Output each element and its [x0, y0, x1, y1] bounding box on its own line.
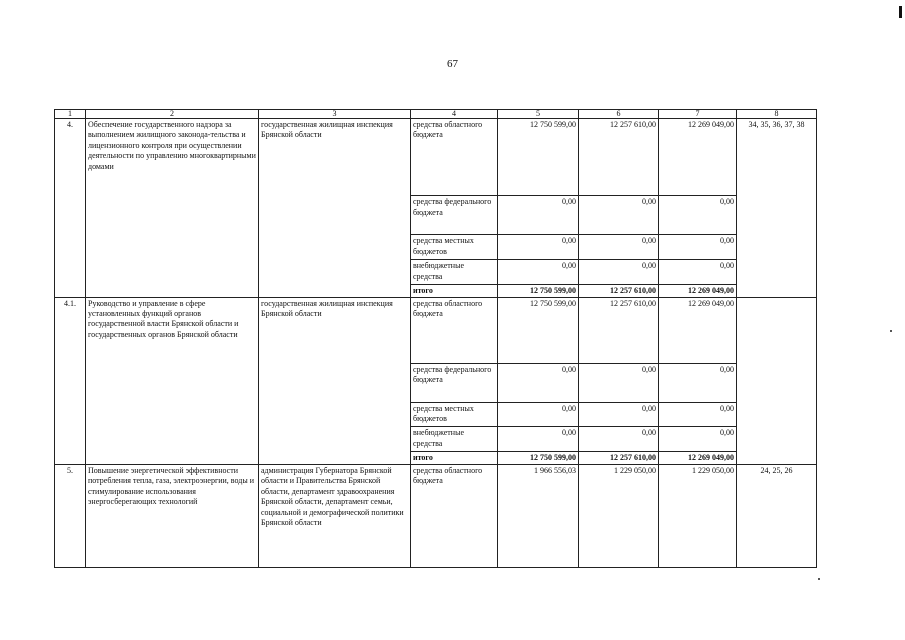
header-cell: 6: [579, 110, 659, 119]
header-cell: 4: [411, 110, 498, 119]
funding-source: итого: [411, 452, 498, 465]
item-number: 4.1.: [55, 297, 86, 464]
item-executor: государственная жилищная инспекция Брянской области: [259, 297, 411, 464]
amount-cell: 1 229 050,00: [579, 464, 659, 567]
amount-cell: 0,00: [659, 196, 737, 235]
amount-cell: 12 750 599,00: [498, 284, 579, 297]
amount-cell: 0,00: [579, 235, 659, 260]
amount-cell: 12 269 049,00: [659, 452, 737, 465]
page-number: 67: [447, 58, 458, 70]
item-number: 5.: [55, 464, 86, 567]
amount-cell: 0,00: [498, 427, 579, 452]
amount-cell: 12 269 049,00: [659, 284, 737, 297]
amount-cell: 12 750 599,00: [498, 119, 579, 196]
header-cell: 8: [737, 110, 817, 119]
amount-cell: 0,00: [498, 260, 579, 285]
item-name: Повышение энергетической эффективности потребления тепла, газа, электроэнергии, воды и стимулирование использования энергосберегающих технологий: [86, 464, 259, 567]
item-executor: администрация Губернатора Брянской области и Правительства Брянской области, департамент здравоохранения Брянской области, департамент семьи, социальной и демографической политики Брянской области: [259, 464, 411, 567]
scan-speck: [818, 578, 820, 580]
amount-cell: 12 257 610,00: [579, 452, 659, 465]
header-cell: 2: [86, 110, 259, 119]
amount-cell: 1 229 050,00: [659, 464, 737, 567]
amount-cell: 0,00: [659, 402, 737, 427]
amount-cell: 0,00: [659, 235, 737, 260]
amount-cell: 12 257 610,00: [579, 119, 659, 196]
indicator-codes: 34, 35, 36, 37, 38: [737, 119, 817, 298]
amount-cell: 12 257 610,00: [579, 284, 659, 297]
amount-cell: 12 750 599,00: [498, 297, 579, 363]
budget-table: [54, 109, 817, 568]
table-row: [55, 297, 817, 363]
amount-cell: 12 750 599,00: [498, 452, 579, 465]
indicator-codes: 24, 25, 26: [737, 464, 817, 567]
header-cell: 1: [55, 110, 86, 119]
amount-cell: 12 269 049,00: [659, 119, 737, 196]
header-row: [55, 110, 817, 119]
indicator-codes: [737, 297, 817, 464]
funding-source: средства областного бюджета: [411, 297, 498, 363]
amount-cell: 0,00: [579, 196, 659, 235]
amount-cell: 0,00: [579, 260, 659, 285]
item-name: Обеспечение государственного надзора за выполнением жилищного законода-тельства и лицензионного контроля при осуществлении деятельности по управлению многоквартирными домами: [86, 119, 259, 298]
funding-source: средства областного бюджета: [411, 119, 498, 196]
funding-source: средства федерального бюджета: [411, 196, 498, 235]
header-cell: 3: [259, 110, 411, 119]
funding-source: средства федерального бюджета: [411, 363, 498, 402]
amount-cell: 0,00: [498, 196, 579, 235]
header-cell: 7: [659, 110, 737, 119]
table-row: [55, 464, 817, 567]
scan-speck: [890, 330, 892, 332]
amount-cell: 0,00: [498, 363, 579, 402]
funding-source: средства местных бюджетов: [411, 235, 498, 260]
header-cell: 5: [498, 110, 579, 119]
funding-source: средства местных бюджетов: [411, 402, 498, 427]
funding-source: внебюджетные средства: [411, 260, 498, 285]
funding-source: итого: [411, 284, 498, 297]
funding-source: средства областного бюджета: [411, 464, 498, 567]
amount-cell: 12 257 610,00: [579, 297, 659, 363]
amount-cell: 1 966 556,03: [498, 464, 579, 567]
amount-cell: 0,00: [498, 235, 579, 260]
amount-cell: 0,00: [579, 363, 659, 402]
amount-cell: 0,00: [579, 427, 659, 452]
funding-source: внебюджетные средства: [411, 427, 498, 452]
amount-cell: 0,00: [659, 363, 737, 402]
scan-edge-mark: [899, 6, 902, 18]
amount-cell: 0,00: [659, 260, 737, 285]
amount-cell: 0,00: [498, 402, 579, 427]
amount-cell: 0,00: [659, 427, 737, 452]
table-row: [55, 119, 817, 196]
item-executor: государственная жилищная инспекция Брянской области: [259, 119, 411, 298]
amount-cell: 12 269 049,00: [659, 297, 737, 363]
item-name: Руководство и управление в сфере установленных функций органов государственной власти Брянской области и государственных органов Брянской области: [86, 297, 259, 464]
item-number: 4.: [55, 119, 86, 298]
amount-cell: 0,00: [579, 402, 659, 427]
